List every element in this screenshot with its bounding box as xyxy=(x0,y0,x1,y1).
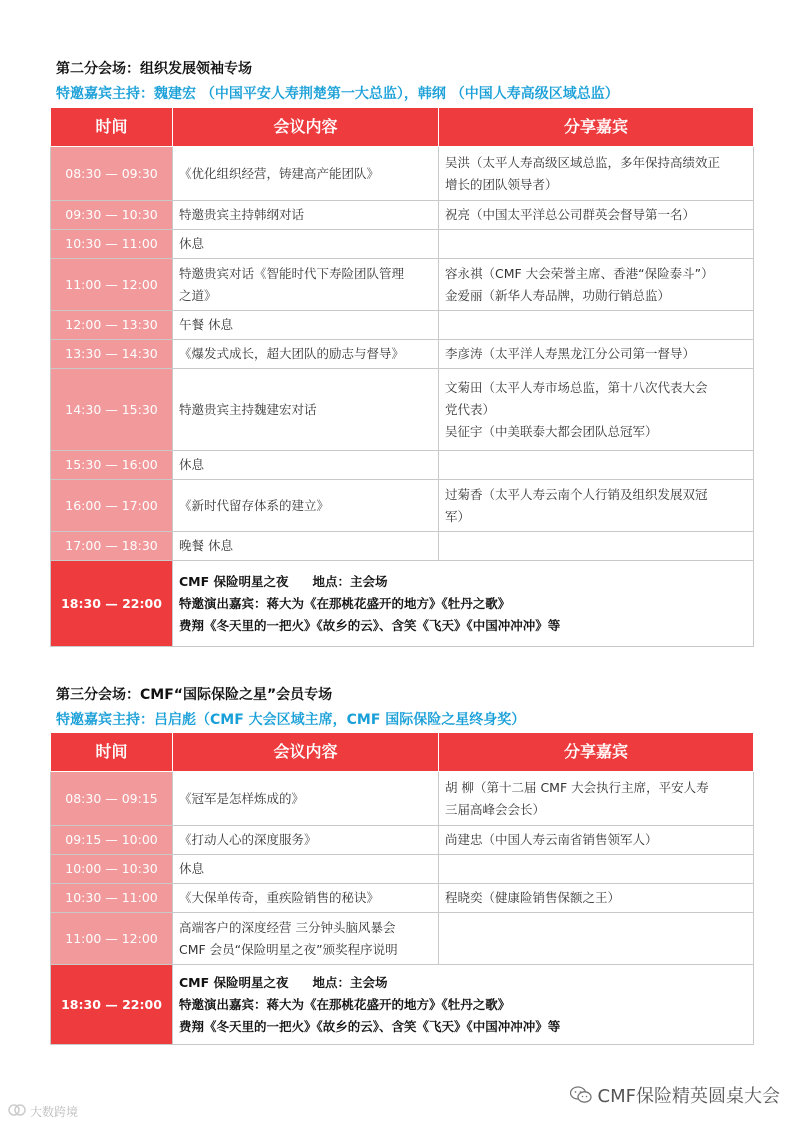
wechat-account-name: CMF保险精英圆桌大会 xyxy=(597,1086,780,1107)
table-row xyxy=(51,311,754,340)
watermark-left xyxy=(8,1102,78,1121)
header-content: 会议内容 xyxy=(173,108,439,147)
content-line: 之道》 xyxy=(179,287,217,303)
guest-cell xyxy=(439,772,754,826)
content-cell xyxy=(173,311,439,340)
table-row xyxy=(51,201,754,230)
content-line: 《优化组织经营，铸建高产能团队》 xyxy=(179,165,380,181)
content-line: 《冠军是怎样炼成的》 xyxy=(179,790,305,806)
final-row xyxy=(51,561,754,647)
table-row xyxy=(51,772,754,826)
guest-line: 容永祺（CMF 大会荣誉主席、香港“保险泰斗”） xyxy=(445,265,714,281)
table-row xyxy=(51,913,754,965)
final-content-cell xyxy=(173,965,754,1045)
section-2-host: 特邀嘉宾主持：魏建宏 （中国平安人寿荆楚第一大总监），韩纲 （中国人寿高级区域总监） xyxy=(56,86,619,102)
table-row xyxy=(51,480,754,532)
table-row xyxy=(51,532,754,561)
guest-line: 尚建忠（中国人寿云南省销售领军人） xyxy=(445,832,658,847)
guest-cell xyxy=(439,826,754,855)
content-cell xyxy=(173,201,439,230)
final-line-3: 费翔《冬天里的一把火》《故乡的云》、含笑《飞天》《中国冲冲冲》等 xyxy=(179,617,561,633)
table-row xyxy=(51,826,754,855)
section-3-host: 特邀嘉宾主持：吕启彪（CMF 大会区域主席，CMF 国际保险之星终身奖） xyxy=(56,712,526,728)
guest-line: 胡 柳（第十二届 CMF 大会执行主席，平安人寿 xyxy=(445,779,709,795)
guest-cell xyxy=(439,340,754,369)
header-content: 会议内容 xyxy=(173,733,439,772)
table-row xyxy=(51,855,754,884)
guest-cell xyxy=(439,369,754,451)
table-row xyxy=(51,451,754,480)
guest-cell xyxy=(439,884,754,913)
guest-cell xyxy=(439,147,754,201)
time-cell: 09:30 — 10:30 xyxy=(51,201,173,230)
wechat-account xyxy=(570,1082,780,1108)
event-name: CMF 保险明星之夜 xyxy=(179,974,289,990)
content-line: 《大保单传奇，重疾险销售的秘诀》 xyxy=(179,890,380,905)
time-cell: 09:15 — 10:00 xyxy=(51,826,173,855)
content-cell xyxy=(173,230,439,259)
guest-cell xyxy=(439,532,754,561)
content-line: 《打动人心的深度服务》 xyxy=(179,832,317,847)
header-guest: 分享嘉宾 xyxy=(439,733,754,772)
final-line-3: 费翔《冬天里的一把火》《故乡的云》、含笑《飞天》《中国冲冲冲》等 xyxy=(179,1018,561,1034)
guest-line: 三届高峰会会长） xyxy=(445,801,546,817)
guest-line: 程晓奕（健康险销售保额之王） xyxy=(445,890,621,905)
time-cell: 16:00 — 17:00 xyxy=(51,480,173,532)
content-cell xyxy=(173,480,439,532)
guest-cell xyxy=(439,855,754,884)
event-name: CMF 保险明星之夜 xyxy=(179,573,289,589)
content-line: 特邀贵宾主持韩纲对话 xyxy=(179,207,305,222)
guest-line: 吴征宇（中美联泰大都会团队总冠军） xyxy=(445,423,658,439)
guest-line: 过菊香（太平人寿云南个人行销及组织发展双冠 xyxy=(445,486,708,502)
header-time: 时间 xyxy=(51,733,173,772)
guest-cell xyxy=(439,913,754,965)
table-row xyxy=(51,340,754,369)
time-cell: 14:30 — 15:30 xyxy=(51,369,173,451)
final-time-cell: 18:30 — 22:00 xyxy=(51,965,173,1045)
header-time: 时间 xyxy=(51,108,173,147)
content-cell xyxy=(173,451,439,480)
watermark-text: 大数跨境 xyxy=(30,1105,79,1119)
guest-cell xyxy=(439,480,754,532)
table-row xyxy=(51,884,754,913)
time-cell: 10:30 — 11:00 xyxy=(51,884,173,913)
content-line: CMF 会员“保险明星之夜”颁奖程序说明 xyxy=(179,941,398,957)
guest-line: 李彦涛（太平洋人寿黑龙江分公司第一督导） xyxy=(445,346,696,361)
content-cell xyxy=(173,855,439,884)
time-cell: 10:30 — 11:00 xyxy=(51,230,173,259)
table-row xyxy=(51,230,754,259)
guest-cell xyxy=(439,201,754,230)
content-cell xyxy=(173,259,439,311)
content-line: 休息 xyxy=(179,236,205,251)
content-cell xyxy=(173,826,439,855)
wechat-icon xyxy=(570,1086,592,1104)
table-row xyxy=(51,369,754,451)
time-cell: 08:30 — 09:30 xyxy=(51,147,173,201)
content-line: 休息 xyxy=(179,457,205,472)
guest-line: 吴洪（太平人寿高级区域总监，多年保持高绩效正 xyxy=(445,154,721,170)
content-cell xyxy=(173,147,439,201)
content-cell xyxy=(173,340,439,369)
schedule-table-2 xyxy=(50,107,754,647)
content-cell xyxy=(173,884,439,913)
guest-cell xyxy=(439,311,754,340)
guest-line: 文菊田（太平人寿市场总监，第十八次代表大会 xyxy=(445,379,708,395)
time-cell: 13:30 — 14:30 xyxy=(51,340,173,369)
table-row xyxy=(51,147,754,201)
section-2-title: 第二分会场：组织发展领袖专场 xyxy=(56,61,252,77)
guest-line: 增长的团队领导者） xyxy=(445,176,558,192)
guest-cell xyxy=(439,259,754,311)
content-cell xyxy=(173,772,439,826)
table-row xyxy=(51,259,754,311)
content-line: 休息 xyxy=(179,861,205,876)
time-cell: 17:00 — 18:30 xyxy=(51,532,173,561)
watermark-logo-icon xyxy=(8,1102,26,1121)
content-cell xyxy=(173,532,439,561)
content-cell xyxy=(173,913,439,965)
content-line: 午餐 休息 xyxy=(179,317,233,332)
final-line-2: 特邀演出嘉宾：蒋大为《在那桃花盛开的地方》《牡丹之歌》 xyxy=(179,996,511,1012)
content-line: 特邀贵宾对话《智能时代下寿险团队管理 xyxy=(179,265,405,281)
guest-cell xyxy=(439,451,754,480)
time-cell: 10:00 — 10:30 xyxy=(51,855,173,884)
schedule-table-3 xyxy=(50,732,754,1045)
final-time-cell: 18:30 — 22:00 xyxy=(51,561,173,647)
guest-cell xyxy=(439,230,754,259)
time-cell: 08:30 — 09:15 xyxy=(51,772,173,826)
content-line: 高端客户的深度经营 三分钟头脑风暴会 xyxy=(179,919,396,935)
section-3-title: 第三分会场：CMF“国际保险之星”会员专场 xyxy=(56,687,333,703)
guest-line: 军） xyxy=(445,508,471,524)
final-line-1 xyxy=(179,972,747,994)
time-cell: 15:30 — 16:00 xyxy=(51,451,173,480)
content-line: 晚餐 休息 xyxy=(179,538,233,553)
guest-line: 党代表） xyxy=(445,401,496,417)
content-cell xyxy=(173,369,439,451)
event-location: 地点：主会场 xyxy=(312,573,388,589)
time-cell: 12:00 — 13:30 xyxy=(51,311,173,340)
time-cell: 11:00 — 12:00 xyxy=(51,259,173,311)
final-line-1 xyxy=(179,571,747,593)
time-cell: 11:00 — 12:00 xyxy=(51,913,173,965)
event-location: 地点：主会场 xyxy=(312,974,388,990)
final-line-2: 特邀演出嘉宾：蒋大为《在那桃花盛开的地方》《牡丹之歌》 xyxy=(179,595,511,611)
final-content-cell xyxy=(173,561,754,647)
content-line: 《新时代留存体系的建立》 xyxy=(179,497,330,513)
content-line: 特邀贵宾主持魏建宏对话 xyxy=(179,401,317,417)
guest-line: 金爱丽（新华人寿品牌，功勋行销总监） xyxy=(445,287,671,303)
header-guest: 分享嘉宾 xyxy=(439,108,754,147)
guest-line: 祝亮（中国太平洋总公司群英会督导第一名） xyxy=(445,207,696,222)
content-line: 《爆发式成长，超大团队的励志与督导》 xyxy=(179,346,405,361)
final-row xyxy=(51,965,754,1045)
